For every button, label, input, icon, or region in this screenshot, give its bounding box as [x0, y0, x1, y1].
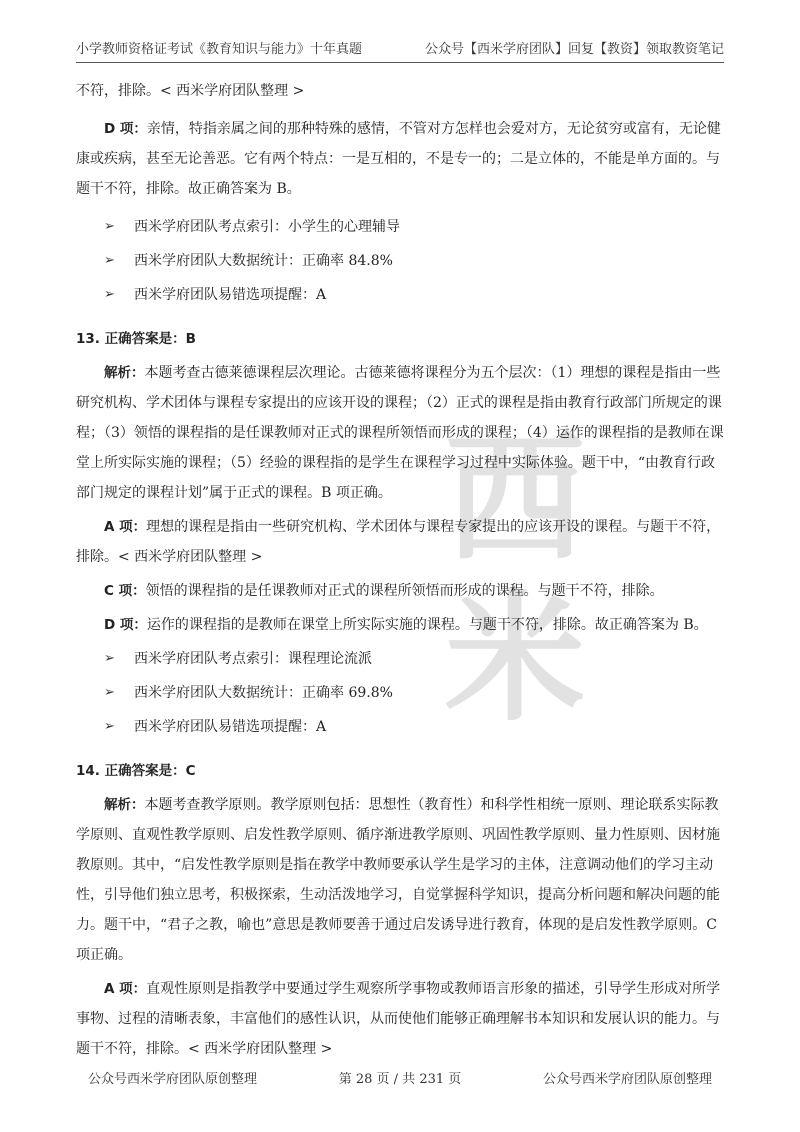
- option-text: 亲情，特指亲属之间的那种特殊的感情，不管对方怎样也会爱对方，无论贫穷或富有，无论健康或疾病，甚至无论善恶。它有两个特点：一是互相的，不是专一的；二是立体的，不能是单方面的。与题干不符，排除。故正确答案为 B。: [76, 121, 721, 197]
- option-a-paragraph: [76, 512, 724, 572]
- list-item: [76, 210, 724, 244]
- page-footer: [88, 1068, 712, 1088]
- bullet-list: [76, 210, 724, 312]
- option-d-paragraph: [76, 610, 724, 640]
- list-item-text: 西米学府团队易错选项提醒：A: [134, 719, 327, 735]
- option-text: 领悟的课程指的是任课教师对正式的课程所领悟而形成的课程。与题干不符，排除。: [145, 583, 664, 599]
- analysis-text: 本题考查古德莱德课程层次理论。古德莱德将课程分为五个层次：（1）理想的课程是指由一些研究机构、学术团体与课程专家提出的应该开设的课程；（2）正式的课程是指由教育行政部门所规定的课程；（3）领悟的课程指的是任课教师对正式的课程所领悟而形成的课程；（4）运作的课程指的是教师在课堂上所实际实施的课程；（5）经验的课程指的是学生在课程学习过程中实际体验。题干中，“由教育行政部门规定的课程计划”属于正式的课程。B 项正确。: [76, 365, 724, 501]
- header-title: 小学教师资格证考试《教育知识与能力》十年真题: [76, 42, 363, 57]
- bullet-list: [76, 642, 724, 744]
- list-item: [76, 676, 724, 710]
- arrow-bullet-icon: ➢: [104, 219, 115, 234]
- page-header: [76, 40, 724, 63]
- list-item: [76, 278, 724, 312]
- arrow-bullet-icon: ➢: [104, 651, 115, 666]
- arrow-bullet-icon: ➢: [104, 719, 115, 734]
- list-item-text: 西米学府团队考点索引：课程理论流派: [134, 651, 372, 667]
- option-c-paragraph: [76, 576, 724, 606]
- analysis-label: 解析：: [104, 797, 145, 813]
- footer-left: 公众号西米学府团队原创整理: [88, 1072, 258, 1087]
- document-body: [76, 76, 724, 1064]
- list-item-text: 西米学府团队易错选项提醒：A: [134, 287, 327, 303]
- arrow-bullet-icon: ➢: [104, 685, 115, 700]
- option-text: 运作的课程指的是教师在课堂上所实际实施的课程。与题干不符，排除。故正确答案为 B。: [146, 617, 708, 633]
- option-label: D 项：: [104, 121, 147, 137]
- arrow-bullet-icon: ➢: [104, 287, 115, 302]
- list-item-text: 西米学府团队大数据统计：正确率 84.8%: [134, 253, 393, 269]
- paragraph: 不符，排除。< 西米学府团队整理 >: [76, 83, 305, 99]
- list-item-text: 西米学府团队大数据统计：正确率 69.8%: [134, 685, 393, 701]
- option-label: A 项：: [104, 519, 147, 535]
- analysis-label: 解析：: [104, 365, 145, 381]
- list-item: [76, 642, 724, 676]
- list-item: [76, 244, 724, 278]
- option-a-paragraph: [76, 974, 724, 1064]
- footer-right: 公众号西米学府团队原创整理: [542, 1072, 712, 1087]
- watermark-char: 西: [444, 418, 585, 581]
- option-text: 理想的课程是指由一些研究机构、学术团体与课程专家提出的应该开设的课程。与题干不符，排除。< 西米学府团队整理 >: [76, 519, 721, 565]
- question-title: 14. 正确答案是：C: [76, 763, 196, 779]
- analysis-paragraph: [76, 358, 724, 508]
- watermark-char: 米: [444, 578, 585, 741]
- list-item: [76, 710, 724, 744]
- option-label: D 项：: [104, 617, 147, 633]
- option-text: 直观性原则是指教学中要通过学生观察所学事物或教师语言形象的描述，引导学生形成对所学事物、过程的清晰表象，丰富他们的感性认识，从而使他们能够正确理解书本知识和发展认识的能力。与题干不符，排除。< 西米学府团队整理 >: [76, 981, 721, 1057]
- list-item-text: 西米学府团队考点索引：小学生的心理辅导: [134, 219, 400, 235]
- option-d-paragraph: [76, 114, 724, 204]
- analysis-text: 本题考查教学原则。教学原则包括：思想性（教育性）和科学性相统一原则、理论联系实际教学原则、直观性教学原则、启发性教学原则、循序渐进教学原则、巩固性教学原则、量力性原则、因材施教原则。其中，“启发性教学原则是指在教学中教师要承认学生是学习的主体，注意调动他们的学习主动性，引导他们独立思考，积极探索，生动活泼地学习，自觉掌握科学知识，提高分析问题和解决问题的能力。题干中，“君子之教，喻也”意思是教师要善于通过启发诱导进行教育，体现的是启发性教学原则。C 项正确。: [76, 797, 720, 963]
- header-promo: 公众号【西米学府团队】回复【教资】领取教资笔记: [424, 42, 724, 57]
- page-number: 第 28 页 / 共 231 页: [338, 1072, 462, 1087]
- arrow-bullet-icon: ➢: [104, 253, 115, 268]
- analysis-paragraph: [76, 790, 724, 970]
- option-label: A 项：: [104, 981, 147, 997]
- option-label: C 项：: [104, 583, 146, 599]
- question-title: 13. 正确答案是：B: [76, 331, 196, 347]
